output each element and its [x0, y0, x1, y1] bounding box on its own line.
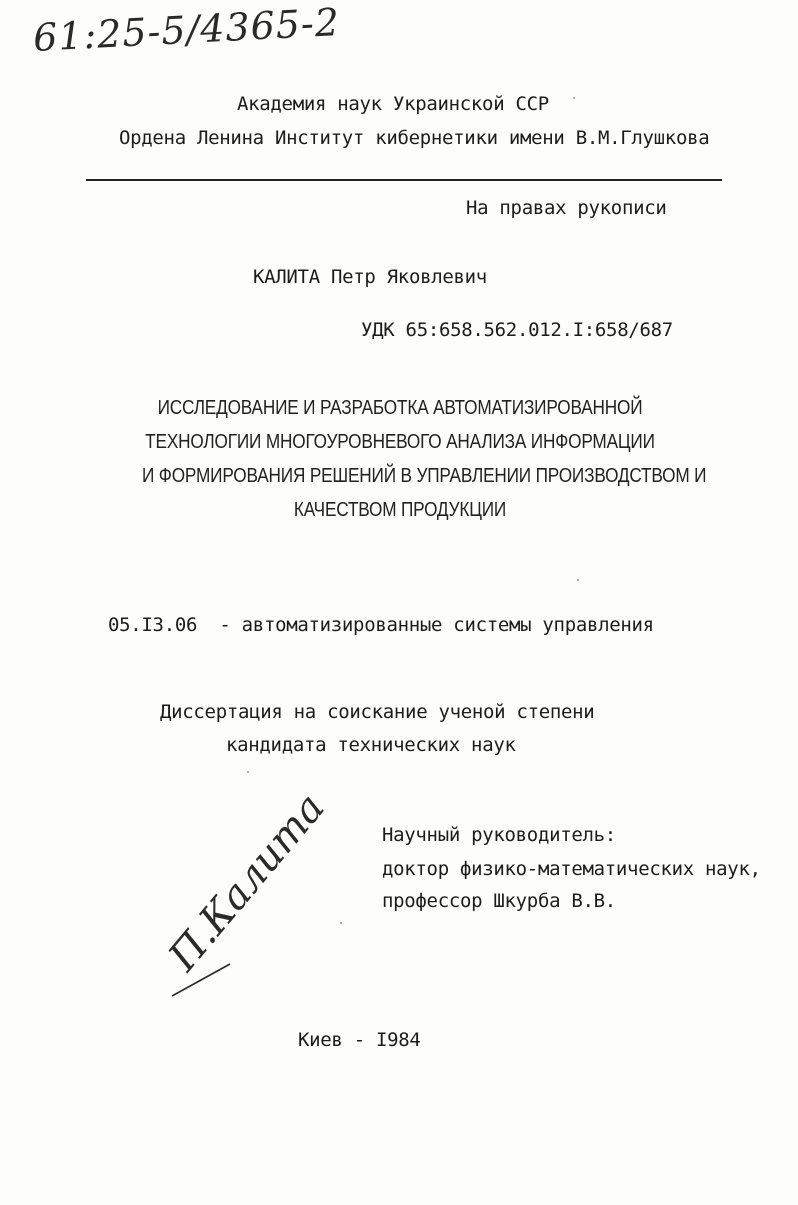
signature-underline	[168, 960, 238, 1000]
city-year: Киев - I984	[298, 1029, 421, 1051]
handwritten-archive-number: 61:25-5/4365-2	[32, 0, 341, 60]
speck	[340, 922, 342, 924]
speck	[247, 771, 249, 773]
speck	[573, 97, 575, 99]
thesis-title-line-4: КАЧЕСТВОМ ПРОДУКЦИИ	[293, 499, 507, 521]
specialty-code: 05.I3.06 - автоматизированные системы управления	[108, 614, 654, 636]
header-divider	[86, 179, 722, 181]
dissertation-line-2: кандидата технических наук	[226, 734, 516, 756]
supervisor-degree: доктор физико-математических наук,	[382, 858, 761, 880]
thesis-title-line-1: ИССЛЕДОВАНИЕ И РАЗРАБОТКА АВТОМАТИЗИРОВАННОЙ	[157, 397, 643, 419]
author-name: КАЛИТА Петр Яковлевич	[253, 266, 487, 288]
dissertation-line-1: Диссертация на соискание ученой степени	[160, 701, 595, 723]
academy-line: Академия наук Украинской ССР	[237, 93, 549, 115]
author-signature: П.Калита	[160, 784, 334, 980]
thesis-title-line-3: И ФОРМИРОВАНИЯ РЕШЕНИЙ В УПРАВЛЕНИИ ПРОИЗВОДСТВОМ И	[142, 465, 707, 487]
thesis-title-line-2: ТЕХНОЛОГИИ МНОГОУРОВНЕВОГО АНАЛИЗА ИНФОРМАЦИИ	[145, 431, 655, 453]
supervisor-label: Научный руководитель:	[382, 824, 616, 846]
udc-code: УДК 65:658.562.012.I:658/687	[361, 319, 673, 341]
institute-line: Ордена Ленина Институт кибернетики имени В.М.Глушкова	[119, 127, 710, 149]
speck	[577, 579, 579, 581]
supervisor-name: профессор Шкурба В.В.	[382, 890, 616, 912]
manuscript-rights: На правах рукописи	[466, 197, 667, 219]
